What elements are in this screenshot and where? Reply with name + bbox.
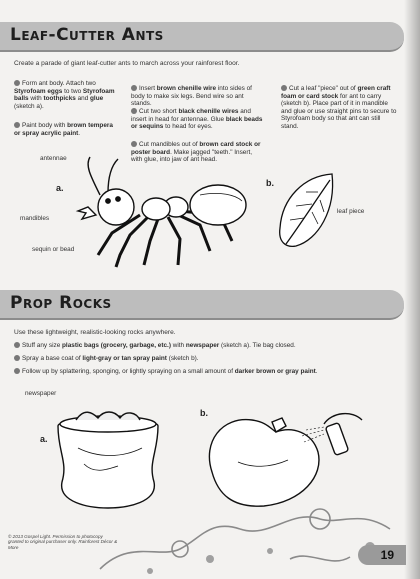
bullet-icon	[14, 368, 20, 374]
step-mandibles: Cut mandibles out of brown card stock or poster board. Make jagged "teeth." Insert, with glue, into jaw of ant head.	[131, 141, 261, 164]
step-insert-legs: Insert brown chenille wire into sides of body to make six legs. Bend wire so ant stands.	[131, 85, 252, 108]
sketch-a-marker: a.	[40, 434, 48, 444]
label-sequin: sequin or bead	[32, 246, 75, 253]
bullet-icon	[131, 141, 137, 147]
leaf-illustration	[274, 170, 344, 250]
bullet-icon	[131, 108, 137, 114]
page-number: 19	[380, 548, 394, 562]
bullet-icon	[281, 85, 287, 91]
page-number-tab	[358, 545, 406, 565]
bullet-icon	[14, 342, 20, 348]
bullet-icon	[14, 122, 20, 128]
label-newspaper: newspaper	[25, 390, 57, 397]
step-splatter: Follow up by splattering, sponging, or lightly spraying on a small amount of darker brown or gray paint.	[14, 368, 404, 376]
step-leaf-piece: Cut a leaf "piece" out of green craft foam or card stock for ant to carry (sketch b). Place part of it in mandible and glue or use straight pins to secure to Styrofoam body so that ant can still stand.	[281, 85, 397, 130]
step-stuff-bags: Stuff any size plastic bags (grocery, garbage, etc.) with newspaper (sketch a). Tie bag closed.	[14, 342, 394, 350]
section-intro: Create a parade of giant leaf-cutter ants to march across your rainforest floor.	[14, 60, 240, 67]
label-leaf-piece: leaf piece	[337, 208, 365, 215]
bullet-icon	[131, 85, 137, 91]
sketch-b-marker: b.	[200, 408, 208, 418]
label-mandibles: mandibles	[20, 215, 50, 222]
copyright-credit: © 2013 Gospel Light. Permission to photocopy granted to original purchaser only. Rainforest Décor & More	[8, 534, 118, 550]
section-title: Leaf-Cutter Ants	[10, 25, 164, 45]
step-base-coat: Spray a base coat of light-gray or tan spray paint (sketch b).	[14, 355, 394, 363]
bullet-icon	[14, 355, 20, 361]
step-antennae: Cut two short black chenille wires and insert in head for antennae. Glue black beads or sequins to head for eyes.	[131, 108, 263, 131]
step-form-body: Form ant body. Attach two Styrofoam eggs to two Styrofoam balls with toothpicks and glue (sketch a).	[14, 80, 115, 110]
bullet-icon	[14, 80, 20, 86]
step-paint-body: Paint body with brown tempera or spray acrylic paint.	[14, 122, 113, 137]
sketch-b-marker: b.	[266, 178, 274, 188]
decorative-swirl-illustration	[90, 489, 420, 579]
section-banner-leaf-cutter	[0, 22, 404, 52]
section-intro: Use these lightweight, realistic-looking rocks anywhere.	[14, 329, 176, 336]
section-title: Prop Rocks	[10, 293, 112, 313]
ant-illustration	[60, 155, 260, 275]
label-antennae: antennae	[40, 155, 67, 162]
section-banner-prop-rocks	[0, 290, 404, 320]
sketch-a-marker: a.	[56, 183, 64, 193]
